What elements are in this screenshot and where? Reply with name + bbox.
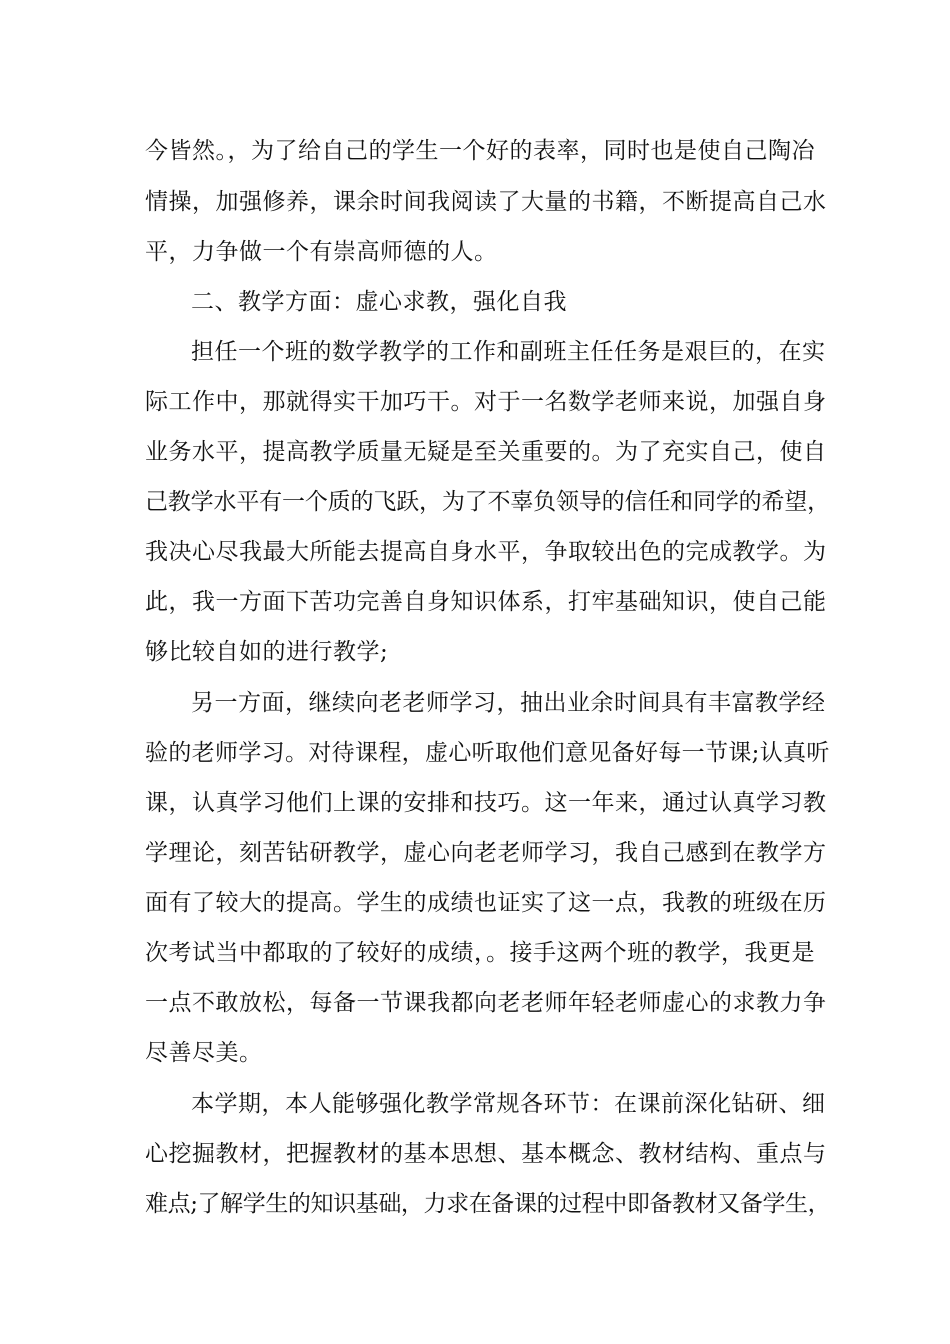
text-line: 本学期，本人能够强化教学常规各环节：在课前深化钻研、细	[191, 1091, 826, 1117]
section-heading: 二、教学方面：虚心求教，强化自我	[191, 289, 567, 315]
text-line: 学理论，刻苦钻研教学，虚心向老老师学习，我自己感到在教学方	[145, 840, 827, 866]
text-line: 今皆然。，为了给自己的学生一个好的表率，同时也是使自己陶冶	[145, 138, 815, 164]
text-line: 己教学水平有一个质的飞跃，为了不辜负领导的信任和同学的希望，	[145, 489, 831, 515]
text-line: 一点不敢放松，每备一节课我都向老老师年轻老师虚心的求教力争	[145, 990, 827, 1016]
text-line: 另一方面，继续向老老师学习，抽出业余时间具有丰富教学经	[191, 690, 826, 716]
text-line: 业务水平，提高教学质量无疑是至关重要的。为了充实自己，使自	[145, 439, 827, 465]
text-line: 面有了较大的提高。学生的成绩也证实了这一点，我教的班级在历	[145, 890, 827, 916]
text-line: 课，认真学习他们上课的安排和技巧。这一年来，通过认真学习教	[145, 790, 827, 816]
text-line: 次考试当中都取的了较好的成绩，。接手这两个班的教学，我更是	[145, 940, 815, 966]
text-line: 尽善尽美。	[145, 1040, 263, 1066]
text-line: 情操，加强修养，课余时间我阅读了大量的书籍，不断提高自己水	[145, 189, 827, 215]
text-line: 平，力争做一个有崇高师德的人。	[145, 239, 498, 265]
text-line: 验的老师学习。对待课程，虚心听取他们意见备好每一节课;认真听	[145, 740, 830, 766]
text-line: 际工作中，那就得实干加巧干。对于一名数学老师来说，加强自身	[145, 389, 827, 415]
text-line: 担任一个班的数学教学的工作和副班主任任务是艰巨的，在实	[191, 339, 826, 365]
text-line: 我决心尽我最大所能去提高自身水平，争取较出色的完成教学。为	[145, 539, 827, 565]
text-line: 够比较自如的进行教学;	[145, 639, 389, 665]
text-line: 心挖掘教材，把握教材的基本思想、基本概念、教材结构、重点与	[145, 1141, 827, 1167]
text-line: 此，我一方面下苦功完善自身知识体系，打牢基础知识，使自己能	[145, 589, 827, 615]
text-line: 难点;了解学生的知识基础，力求在备课的过程中即备教材又备学生，	[145, 1191, 831, 1217]
